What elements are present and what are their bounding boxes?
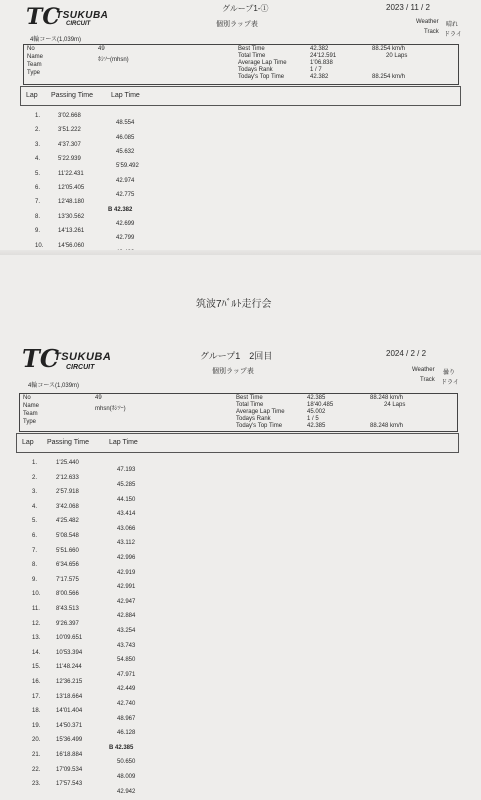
lap-number: 5. [35,170,41,177]
passing-time: 6'34.656 [56,562,79,569]
passing-time: 12'36.215 [56,679,83,685]
lap-sheet-1 [0,0,481,256]
track-label: Track [420,377,435,383]
sheet-title: グループ1 2回目 [200,351,273,361]
weather-label: Weather [416,19,439,25]
label-todays-rank: Todays Rank [236,416,271,422]
best-speed-value: 88.254 km/h [372,46,406,52]
lap-time: 47.193 [117,467,136,474]
best-speed-value: 88.248 km/h [370,395,404,401]
top-time-value: 42.385 [307,423,326,429]
lap-number: 6. [32,533,38,539]
lap-time: 42.947 [117,598,136,605]
lap-number: 3. [32,489,38,496]
lap-time: B 42.382 [108,206,133,213]
average-lap-value: 1'06.838 [310,60,333,66]
label-best-time: Best Time [236,395,263,401]
lap-number: 4. [35,156,41,163]
top-time-value: 42.382 [310,74,329,80]
lap-time: 42.449 [117,686,136,693]
col-passing-time: Passing Time [51,92,94,99]
lap-number: 10. [35,242,44,249]
label-team: Team [27,62,42,68]
sheet-date: 2024 / 2 / 2 [386,349,427,358]
label-name: Name [23,403,40,409]
label-type: Type [23,419,37,425]
sheet-subtitle: 個別ラップ表 [216,21,258,28]
passing-time: 12'48.180 [58,199,85,206]
passing-time: 11'48.244 [56,664,82,671]
passing-time: 13'30.562 [58,213,85,220]
lap-number: 3. [35,141,41,148]
passing-time: 5'51.660 [56,547,79,554]
passing-time: 2'57.918 [56,489,79,496]
track-value: ドライ [444,32,462,38]
lap-number: 21. [32,752,41,758]
lap-number: 19. [32,722,41,729]
label-team: Team [23,411,38,417]
driver-info-box [19,393,458,432]
lap-number: 15. [32,664,41,671]
logo-circuit-text: CIRCUIT [66,364,95,371]
best-time-value: 42.382 [310,46,329,52]
logo-tsukuba-text: TSUKUBA [54,351,112,363]
logo-circuit-text: CIRCUIT [66,21,91,27]
lap-time: 42.919 [117,569,136,576]
lap-number: 2. [35,127,41,134]
lap-time: 42.996 [117,554,136,561]
lap-number: 5. [32,518,38,525]
passing-time: 17'09.534 [56,766,83,773]
lap-number: 22. [32,766,41,773]
weather-value: 曇り [443,370,456,376]
lap-time: 48.554 [116,120,135,127]
label-name: Name [27,54,44,60]
lap-number: 11. [32,606,40,612]
lap-time: 5'59.492 [116,163,139,170]
passing-time: 9'26.397 [56,620,79,627]
lap-time: 43.743 [117,642,136,649]
label-top-time: Today's Top Time [236,423,283,429]
lap-time: 45.632 [116,149,135,155]
lap-number: 16. [32,679,41,685]
tc-logo-mark: TC [22,344,59,373]
lap-number: 12. [32,620,41,627]
lap-sheet-2 [0,255,481,800]
col-passing-time: Passing Time [47,439,90,446]
total-time-value: 18'40.485 [307,402,334,408]
col-lap: Lap [26,92,38,99]
total-laps-value: 24 Laps [384,402,406,408]
total-laps-value: 20 Laps [386,53,408,59]
label-total-time: Total Time [236,402,264,408]
passing-time: 1'25.440 [56,460,79,466]
lap-number: 20. [32,737,41,744]
top-speed-value: 88.254 km/h [372,74,406,80]
label-best-time: Best Time [238,46,265,52]
tsukuba-circuit-logo [22,344,112,375]
passing-time: 11'22.431 [58,170,84,177]
lap-time: 42.884 [117,613,136,620]
lap-time: 46.085 [116,134,135,141]
passing-time: 17'57.543 [56,781,83,788]
lap-number: 2. [32,474,38,481]
lap-number: 14. [32,649,41,656]
label-total-time: Total Time [238,53,266,59]
lap-time: 42.699 [116,221,135,227]
event-title: 筑波7ﾊﾞﾙﾄ走行会 [196,299,272,310]
lap-number: 9. [35,228,41,235]
lap-time: 48.967 [117,715,136,722]
lap-number: 13. [32,635,41,642]
lap-number: 10. [32,591,41,598]
track-value: ドライ [441,380,459,386]
logo-tsukuba-text: TSUKUBA [56,10,109,21]
col-lap-time: Lap Time [111,92,140,99]
lap-time: 42.775 [116,192,135,199]
track-label: Track [424,29,439,35]
lap-number: 7. [35,199,41,206]
average-lap-value: 45.002 [307,409,326,415]
lap-number: 1. [32,460,38,466]
lap-time: 42.974 [116,177,135,184]
label-average-lap: Average Lap Time [238,60,287,66]
total-time-value: 24'12.591 [310,53,337,59]
label-average-lap: Average Lap Time [236,409,285,415]
lap-number: 17. [32,693,41,700]
lap-time: 42.991 [117,584,136,591]
lap-time: 54.850 [117,657,136,664]
lap-number: 18. [32,708,41,715]
lap-time: 50.650 [117,759,136,766]
lap-number: 1. [35,113,41,119]
passing-time: 5'08.548 [56,533,79,539]
lap-number: 23. [32,781,41,788]
lap-number: 7. [32,547,38,554]
passing-time: 10'09.651 [56,635,83,642]
lap-table-header [16,433,459,453]
lap-time: 44.150 [117,496,136,503]
passing-time: 4'25.482 [56,518,79,525]
sheet-title: グループ1-① [222,4,269,13]
lap-number: 6. [35,185,41,191]
passing-time: 2'12.633 [56,474,79,481]
lap-time: 42.740 [117,700,136,707]
passing-time: 14'13.261 [58,228,85,235]
passing-time: 3'51.222 [58,127,81,134]
lap-time: 42.799 [116,235,135,242]
lap-number: 4. [32,503,38,510]
driver-name: ﾎｼｿｰ(mhsn) [98,57,129,63]
tsukuba-circuit-logo [26,4,109,32]
lap-time: 45.285 [117,481,136,488]
course-name: 4輪コース(1,039m) [30,37,82,43]
lap-number: 8. [32,562,38,569]
tc-logo-mark: TC [26,4,60,30]
col-lap: Lap [22,439,34,446]
passing-time: 4'37.307 [58,141,81,148]
passing-time: 13'18.664 [56,693,83,700]
driver-name: mhsn(ﾎｼｿｰ) [95,406,126,412]
car-number: 49 [98,46,105,52]
todays-rank-value: 1 / 7 [310,67,322,73]
sheet-date: 2023 / 11 / 2 [386,3,430,12]
car-number: 49 [95,395,102,401]
passing-time: 3'42.068 [56,503,79,510]
weather-value: 晴れ [446,22,459,28]
course-name: 4輪コース(1,039m) [28,383,80,389]
todays-rank-value: 1 / 5 [307,416,319,422]
col-lap-time: Lap Time [109,439,138,446]
lap-time: 43.414 [117,511,136,518]
passing-time: 5'22.939 [58,156,81,163]
lap-time: B 42.385 [109,744,134,751]
passing-time: 7'17.575 [56,576,79,583]
lap-table-header [20,86,461,106]
passing-time: 12'05.405 [58,185,85,191]
top-speed-value: 88.248 km/h [370,423,404,429]
passing-time: 14'56.060 [58,242,85,249]
passing-time: 8'43.513 [56,606,79,612]
lap-time: 42.942 [117,788,136,795]
lap-number: 8. [35,213,41,220]
sheet-subtitle: 個別ラップ表 [212,368,254,375]
lap-time: 43.066 [117,525,136,532]
label-todays-rank: Todays Rank [238,67,273,73]
best-time-value: 42.385 [307,395,326,401]
lap-time: 47.971 [117,671,136,678]
passing-time: 3'02.668 [58,113,81,119]
passing-time: 16'18.884 [56,752,83,758]
driver-info-box [23,44,459,85]
passing-time: 10'53.394 [56,649,83,656]
weather-label: Weather [412,367,435,373]
label-no: No [27,46,35,52]
label-top-time: Today's Top Time [238,74,285,80]
passing-time: 15'36.499 [56,737,83,744]
passing-time: 14'50.371 [56,722,83,729]
label-type: Type [27,70,41,76]
label-no: No [23,395,31,401]
lap-time: 43.254 [117,627,136,634]
lap-time: 48.009 [117,773,136,780]
passing-time: 14'01.404 [56,708,83,715]
lap-number: 9. [32,576,38,583]
lap-time: 46.128 [117,730,136,737]
passing-time: 8'00.566 [56,591,79,598]
lap-time: 43.112 [117,540,135,547]
